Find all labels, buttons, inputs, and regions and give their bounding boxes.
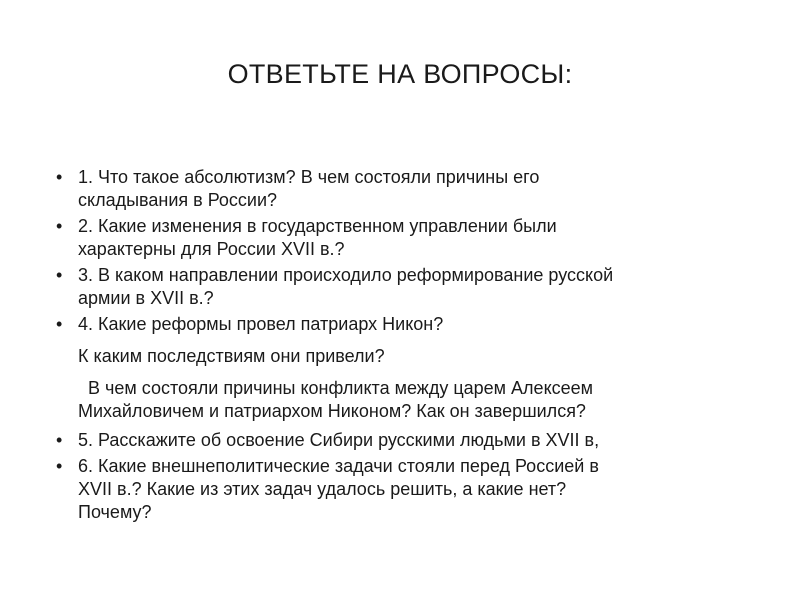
question-1-line-1: 1. Что такое абсолютизм? В чем состояли причины его [78, 167, 540, 187]
question-4-sub-1-line-1: К каким последствиям они привели? [78, 346, 385, 366]
question-2-line-2: характерны для России XVII в.? [78, 239, 345, 259]
question-6-line-1: 6. Какие внешнеполитические задачи стояли перед Россией в [78, 456, 599, 476]
question-1-line-2: складывания в России? [78, 190, 278, 210]
bullet-icon: • [56, 314, 63, 334]
bullet-icon: • [56, 216, 63, 236]
question-5-line-1: 5. Расскажите об освоение Сибири русскими людьми в XVII в, [78, 430, 600, 450]
question-4-line-1: 4. Какие реформы провел патриарх Никон? [78, 314, 444, 334]
question-3-line-2: армии в XVII в.? [78, 288, 214, 308]
question-item-5 [56, 429, 756, 452]
slide-title: ОТВЕТЬТЕ НА ВОПРОСЫ: [227, 59, 573, 89]
question-item-4-sub-1 [56, 345, 756, 368]
question-4-sub-2-line-1: В чем состояли причины конфликта между царем Алексеем [78, 378, 594, 398]
question-item-1 [56, 166, 756, 212]
question-2-line-1: 2. Какие изменения в государственном управлении были [78, 216, 557, 236]
question-item-2 [56, 215, 756, 261]
question-6-line-3: Почему? [78, 502, 152, 522]
question-item-6 [56, 455, 756, 524]
bullet-icon: • [56, 167, 63, 187]
question-3-line-1: 3. В каком направлении происходило реформирование русской [78, 265, 614, 285]
question-item-4-sub-2 [56, 377, 756, 423]
question-item-4 [56, 313, 756, 336]
question-item-3 [56, 264, 756, 310]
question-list [56, 166, 756, 527]
question-6-line-2: XVII в.? Какие из этих задач удалось решить, а какие нет? [78, 479, 567, 499]
bullet-icon: • [56, 265, 63, 285]
bullet-icon: • [56, 430, 63, 450]
question-4-sub-2-line-2: Михайловичем и патриархом Никоном? Как он завершился? [78, 401, 586, 421]
bullet-icon: • [56, 456, 63, 476]
